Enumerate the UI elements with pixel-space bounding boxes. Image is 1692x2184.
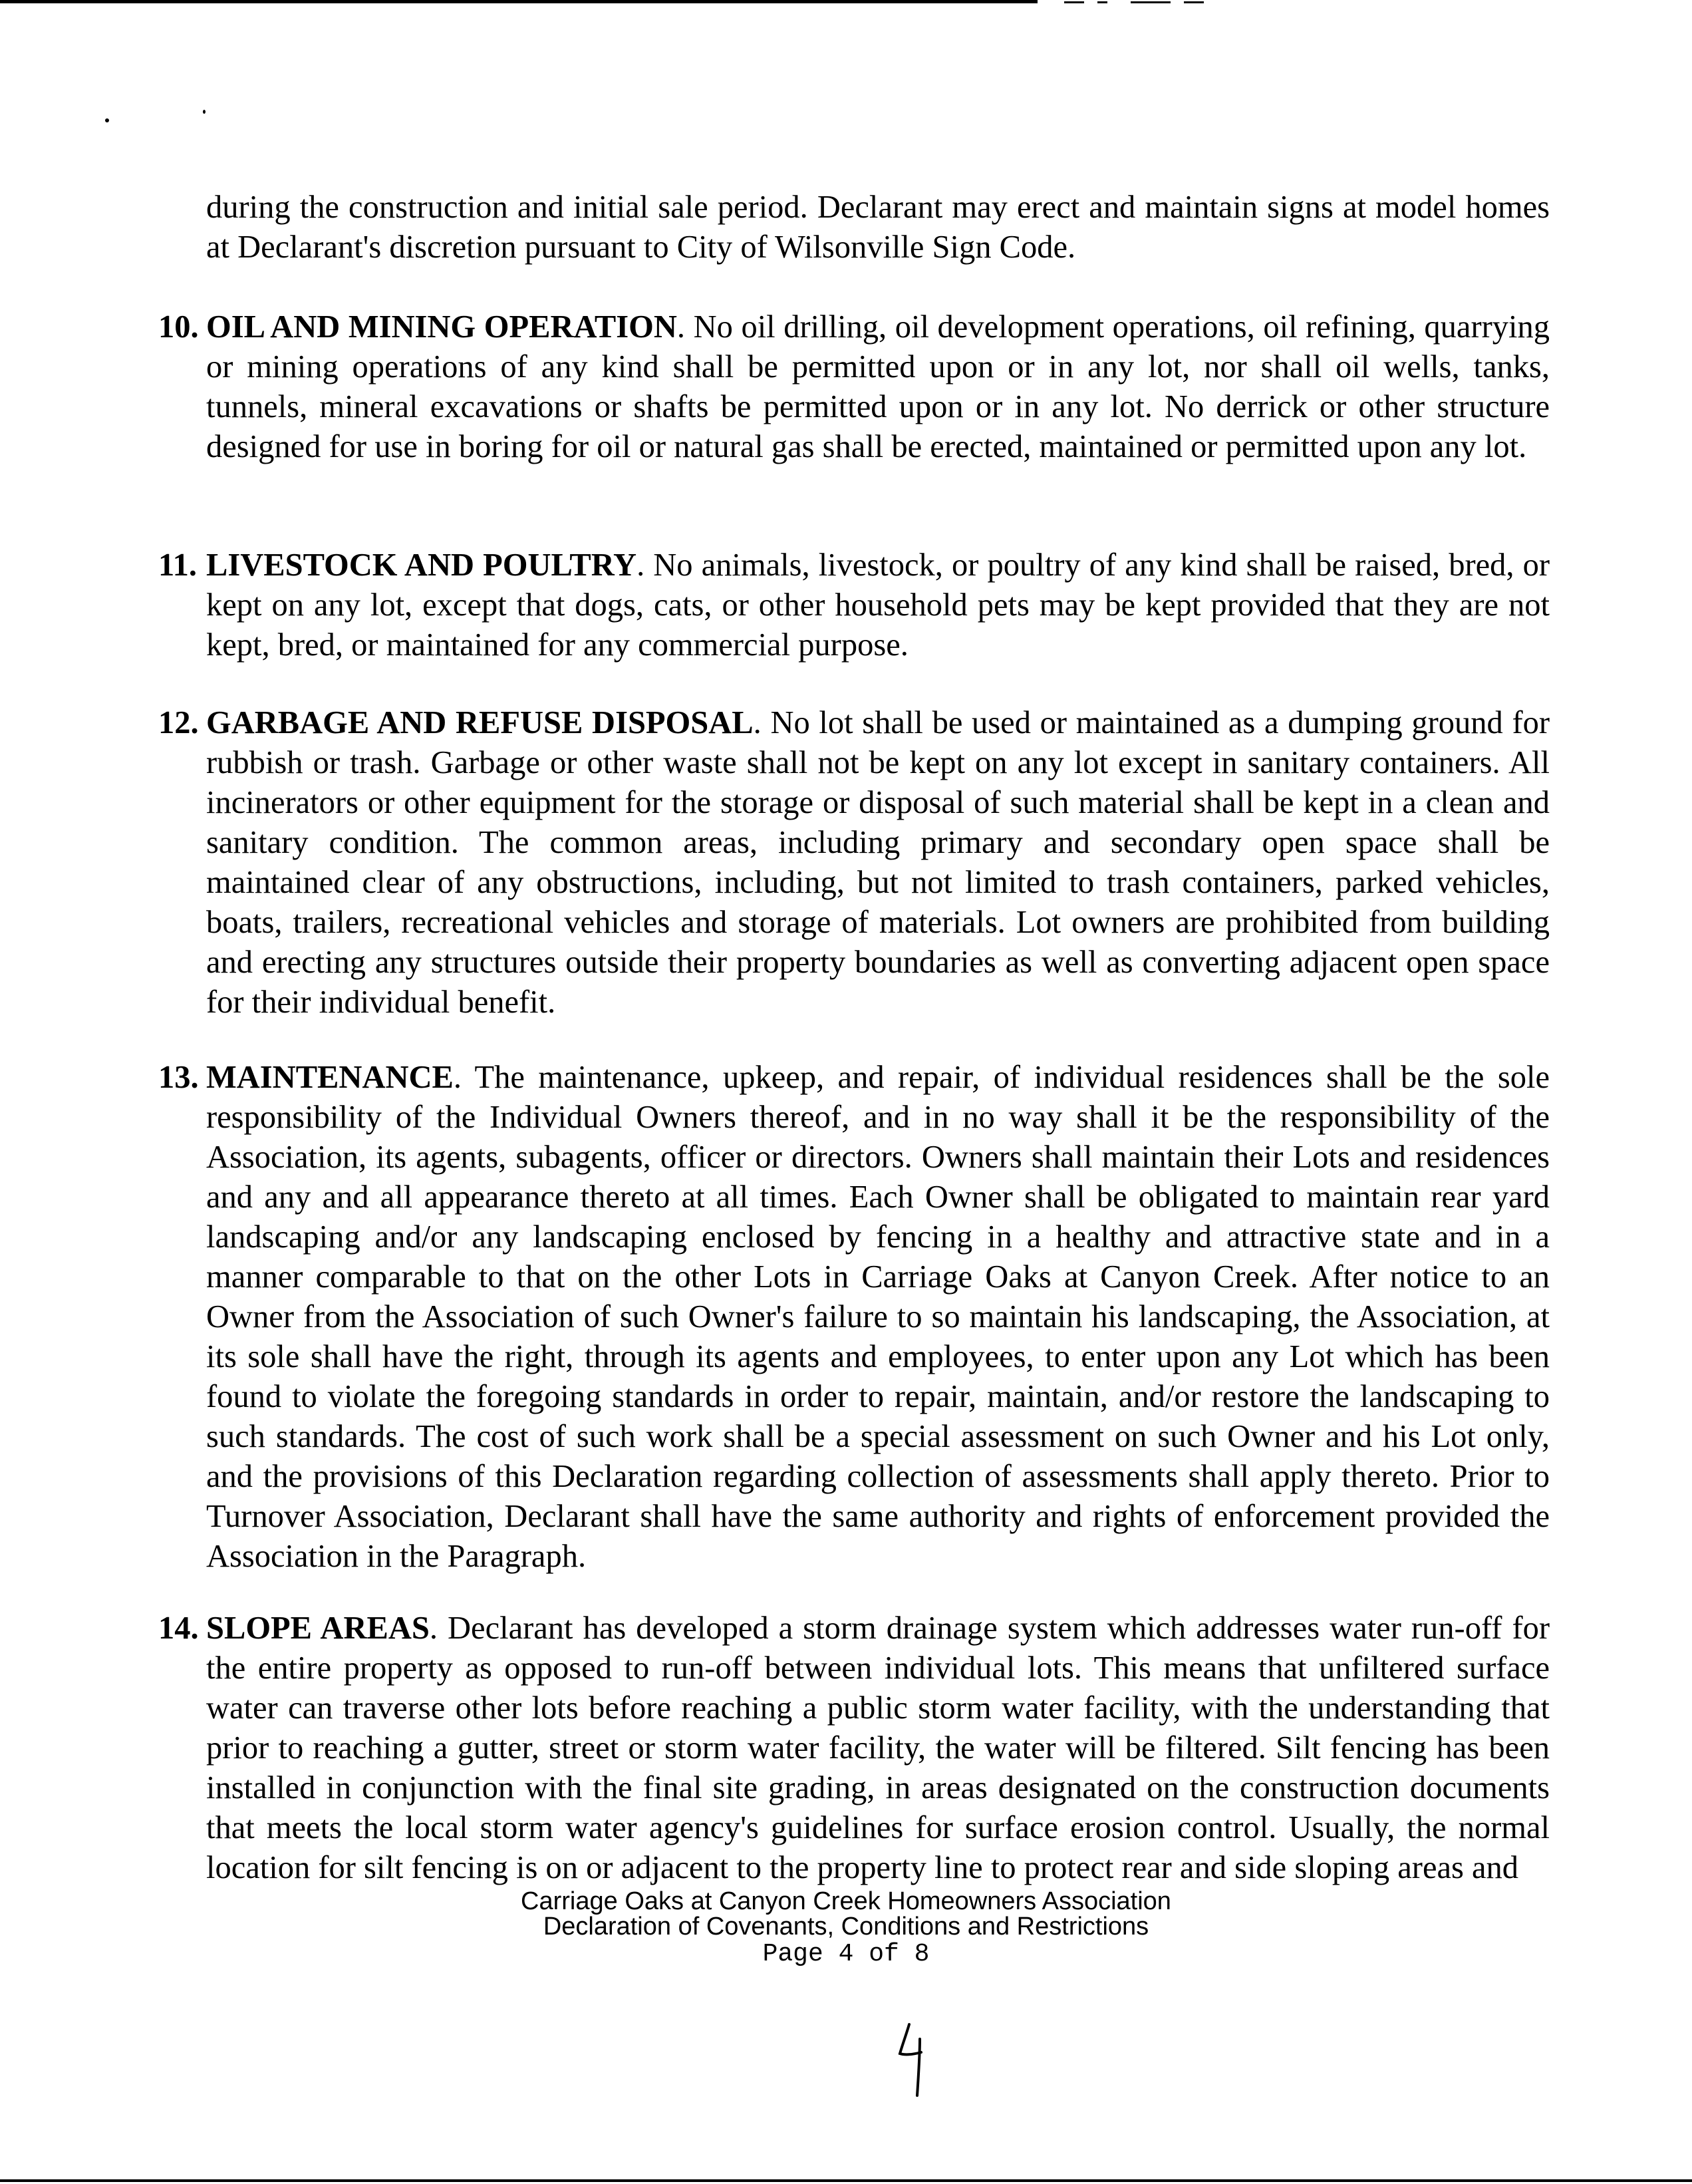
section-text: . No oil drilling, oil development operations, oil refining, quarrying or mining operations of any kind shall be permitted upon or in any lot, nor shall oil wells, tanks, tunnels, mineral excavations or shafts be permitted upon or in any lot. No derrick or other structure designed for use in boring for oil or natural gas shall be erected, maintained or permitted upon any lot. [206,309,1550,464]
section-text: . The maintenance, upkeep, and repair, of individual residences shall be the sole responsibility of the Individual Owners thereof, and in no way shall it be the responsibility of the Association, its agents, subagents, officer or directors. Owners shall maintain their Lots and residences and any and all appearance thereto at all times. Each Owner shall be obligated to maintain rear yard landscaping and/or any landscaping enclosed by fencing in a healthy and attractive state and in a manner comparable to that on the other Lots in Carriage Oaks at Canyon Creek. After notice to an Owner from the Association of such Owner's failure to so maintain his landscaping, the Association, at its sole shall have the right, through its agents and employees, to enter upon any Lot which has been found to violate the foregoing standards in order to repair, maintain, and/or restore the landscaping to such standards. The cost of such work shall be a special assessment on such Owner and his Lot only, and the provisions of this Declaration regarding collection of assessments shall apply thereto. Prior to Turnover Association, Declarant shall have the same authority and rights of enforcement provided the Association in the Paragraph. [206,1060,1550,1574]
section-number: 13. [158,1060,199,1095]
section-number: 11. [158,547,197,583]
section-heading: GARBAGE AND REFUSE DISPOSAL [206,705,754,740]
scan-top-border [0,0,1038,3]
section-number: 10. [158,309,199,345]
scan-top-mark [1064,1,1084,3]
scan-speck [105,118,109,122]
footer-document-title: Declaration of Covenants, Conditions and Restrictions [543,1913,1149,1941]
scan-bottom-border [0,2179,1692,2182]
section-number: 12. [158,705,199,740]
section-heading: OIL AND MINING OPERATION [206,309,677,345]
section-body [206,307,1550,467]
section-text: . No lot shall be used or maintained as a dumping ground for rubbish or trash. Garbage or other waste shall not be kept on any lot except in sanitary containers. All incinerators or other equipment for the storage or disposal of such material shall be kept in a clean and sanitary condition. The common areas, including primary and secondary open space shall be maintained clear of any obstructions, including, but not limited to trash containers, parked vehicles, boats, trailers, recreational vehicles and storage of materials. Lot owners are prohibited from building and erecting any structures outside their property boundaries as well as converting adjacent open space for their individual benefit. [206,705,1550,1020]
scan-speck [203,110,206,114]
scan-top-mark [1131,1,1171,3]
footer-association-name: Carriage Oaks at Canyon Creek Homeowners Association [521,1887,1171,1915]
lead-paragraph: during the construction and initial sale period. Declarant may erect and maintain signs at model homes at Declarant's discretion pursuant to City of Wilsonville Sign Code. [206,190,1550,265]
section-body [206,1058,1550,1577]
section-body [206,1609,1550,1888]
section-text: . No animals, livestock, or poultry of any kind shall be raised, bred, or kept on any lot, except that dogs, cats, or other household pets may be kept provided that they are not kept, bred, or maintained for any commercial purpose. [206,547,1550,663]
section-number: 14. [158,1611,199,1646]
scan-top-mark [1184,1,1204,3]
section-oil-and-mining [158,307,1550,467]
handwritten-page-number [895,2019,934,2099]
section-text: . Declarant has developed a storm drainage system which addresses water run-off for the entire property as opposed to run-off between individual lots. This means that unfiltered surface water can traverse other lots before reaching a public storm water facility, with the understanding that prior to reaching a gutter, street or storm water facility, the water will be filtered. Silt fencing has been installed in conjunction with the final site grading, in areas designated on the construction documents that meets the local storm water agency's guidelines for surface erosion control. Usually, the normal location for silt fencing is on or adjacent to the property line to protect rear and side sloping areas and [206,1611,1550,1885]
footer-page-number: Page 4 of 8 [762,1940,930,1968]
section-heading: MAINTENANCE [206,1060,454,1095]
section-heading: LIVESTOCK AND POULTRY [206,547,637,583]
section-maintenance [158,1058,1550,1577]
section-slope-areas [158,1609,1550,1888]
section-body [206,546,1550,665]
section-heading: SLOPE AREAS [206,1611,430,1646]
section-body [206,703,1550,1022]
section-livestock-and-poultry [158,546,1550,665]
section-garbage-and-refuse [158,703,1550,1022]
scan-top-mark [1097,1,1107,3]
